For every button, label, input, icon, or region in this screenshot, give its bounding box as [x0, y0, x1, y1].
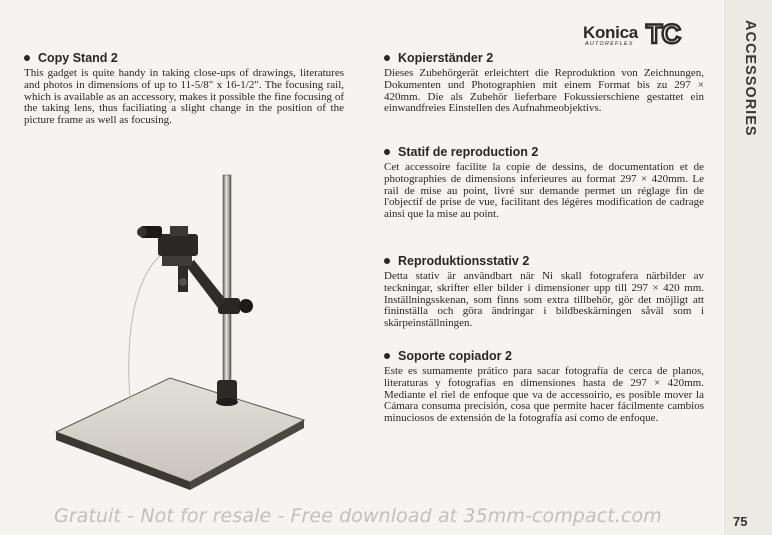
camera-body — [158, 234, 198, 256]
title-text: Soporte copiador 2 — [398, 349, 512, 363]
pole — [223, 175, 231, 390]
section-swedish — [384, 254, 704, 330]
section-title-sv — [384, 254, 704, 268]
bullet-icon — [24, 55, 30, 61]
section-body-fr: Cet accessoire facilite la copie de dessins, de documentation et de photographies de dimensions inferieures au format 297 × 420mm. Le rail de mise au point, livré sur demande permet un réglage fin de l'objectif de prise de vue, facilitant des légères modification de cadrage ainsi que la mise au point. — [384, 161, 704, 221]
title-text: Reproduktionsstativ 2 — [398, 254, 530, 268]
baseboard — [56, 378, 304, 482]
section-body-de: Dieses Zubehörgerät erleichtert die Reproduktion von Zeichnungen, Dokumenten und Photographien mit einem Format bis zu 297 × 420mm. Die als Zubehör lieferbare Fokussierschiene gestattet ein einwandfreies Einstellen des Aufnahmeobjektivs. — [384, 67, 704, 115]
cable — [129, 250, 168, 400]
title-text: Copy Stand 2 — [38, 51, 118, 65]
bullet-icon — [384, 353, 390, 359]
bullet-icon — [384, 55, 390, 61]
section-body-en: This gadget is quite handy in taking close-ups of drawings, literatures and photos in dimensions of up to 11-5/8" x 16-1/2". The focusing rail, which is available as an accessory, makes it possible the fine focusing of the taking lens, thus faciliating a slight change in the position of the picture frame as well as focusing. — [24, 67, 344, 127]
logo-model: TC — [646, 19, 680, 49]
copy-stand-photo — [50, 170, 310, 500]
title-text: Kopierständer 2 — [398, 51, 494, 65]
konica-tc-logo — [583, 21, 708, 49]
side-label-text: ACCESSORIES — [742, 20, 758, 137]
watermark: Gratuit - Not for resale - Free download at 35mm-compact.com — [54, 505, 662, 527]
section-spanish — [384, 349, 704, 425]
bullet-icon — [384, 149, 390, 155]
side-label — [742, 20, 758, 140]
section-title-fr — [384, 145, 704, 159]
title-text: Statif de reproduction 2 — [398, 145, 539, 159]
clamp-knob — [239, 299, 253, 313]
logo-brand: Konica — [583, 23, 638, 42]
arm — [186, 260, 226, 308]
section-title-de — [384, 51, 704, 65]
section-body-sv: Detta stativ är användbart när Ni skall fotografera närbilder av teckningar, skrifter eller bilder i dimensioner upp till 297 × 420 mm. Inställningsskenan, som finns som extra tillbehör, gör det möjligt att fininställa och göra ändringar i bildbeskärningen såväl som i skärpeinställningen. — [384, 270, 704, 330]
section-title-es — [384, 349, 704, 363]
section-title-en — [24, 51, 344, 65]
section-english — [24, 51, 344, 127]
bullet-icon — [384, 258, 390, 264]
section-body-es: Este es sumamente prático para sacar fotografía de cerca de planos, literaturas y fotografías en dimensiones hasta de 297 × 420mm. Mediante el riel de enfoque que va de accessoirio, es posible mover la Cámara consuma precisión, cosa que permite hacer fácilmente cambios minuciosos de extensión de la fotografía así como de enfoque. — [384, 365, 704, 425]
section-german — [384, 51, 704, 115]
logo-subtitle: AUTOREFLEX — [585, 41, 634, 47]
section-french — [384, 145, 704, 221]
page-number: 75 — [733, 514, 748, 529]
